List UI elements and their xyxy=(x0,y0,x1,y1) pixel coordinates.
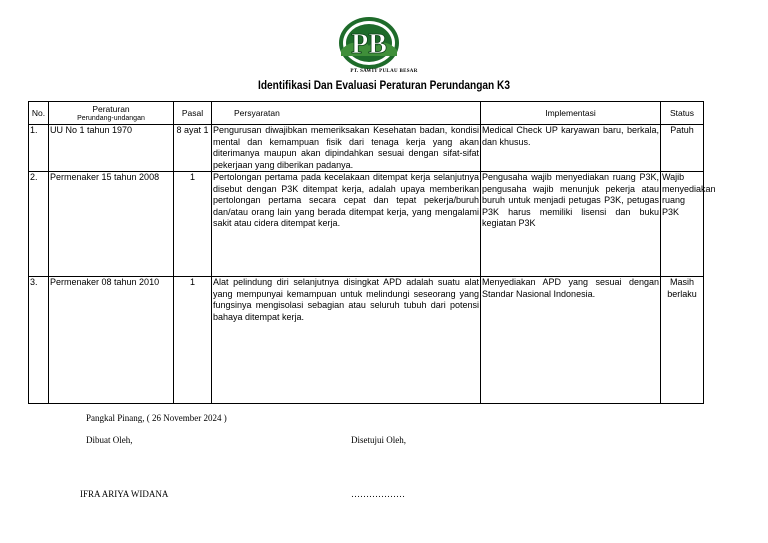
header-persyaratan: Persyaratan xyxy=(212,102,481,125)
header-peraturan-label: Peraturan xyxy=(92,103,130,114)
approved-by-label: Disetujui Oleh, xyxy=(351,435,406,445)
page-title: Identifikasi Dan Evaluasi Peraturan Perundangan K3 xyxy=(258,80,510,92)
header-peraturan xyxy=(49,102,174,125)
cell-pasal: 8 ayat 1 xyxy=(174,125,212,172)
header-implementasi: Implementasi xyxy=(481,102,661,125)
cell-implementasi: Medical Check UP karyawan baru, berkala, dan khusus. xyxy=(481,125,661,172)
approved-by-name: ……………… xyxy=(351,489,405,499)
cell-pasal: 1 xyxy=(174,277,212,404)
table-header-row xyxy=(29,102,704,125)
cell-no: 3. xyxy=(29,277,49,404)
cell-no: 2. xyxy=(29,172,49,277)
header-no: No. xyxy=(29,102,49,125)
cell-status: Masih berlaku xyxy=(661,277,704,404)
regulation-table xyxy=(28,101,716,404)
cell-persyaratan: Pertolongan pertama pada kecelakaan ditempat kerja selanjutnya disebut dengan P3K ditempat kerja, adalah upaya memberikan pertolongan pertama secara cepat dan tepat pekerja/buruh dan/atau orang lain yang berada ditempat kerja, yang mengalami sakit atau cidera ditempat kerja. xyxy=(212,172,481,277)
cell-implementasi: Pengusaha wajib menyediakan ruang P3K, pengusaha wajib menunjuk pekerja atau buruh untuk menjadi petugas P3K, petugas P3K harus memiliki lisensi dan buku kegiatan P3K xyxy=(481,172,661,277)
cell-pasal: 1 xyxy=(174,172,212,277)
made-by-name: IFRA ARIYA WIDANA xyxy=(80,489,169,499)
cell-implementasi: Menyediakan APD yang sesuai dengan Standar Nasional Indonesia. xyxy=(481,277,661,404)
cell-peraturan: Permenaker 15 tahun 2008 xyxy=(49,172,174,277)
cell-peraturan: UU No 1 tahun 1970 xyxy=(49,125,174,172)
cell-persyaratan: Alat pelindung diri selanjutnya disingkat APD adalah suatu alat yang mempunyai kemampuan untuk melindungi seseorang yang fungsinya mengisolasi sebagian atau seluruh tubuh dari potensi bahaya ditempat kerja. xyxy=(212,277,481,404)
header-peraturan-sub: Perundang-undangan xyxy=(77,114,145,122)
table-row xyxy=(29,277,704,404)
cell-peraturan: Permenaker 08 tahun 2010 xyxy=(49,277,174,404)
made-by-label: Dibuat Oleh, xyxy=(86,435,133,445)
table-row xyxy=(29,172,704,277)
cell-status: Wajib menyediakan ruang P3K xyxy=(661,172,704,277)
cell-no: 1. xyxy=(29,125,49,172)
company-name: PT. SAWIT PULAU BESAR xyxy=(350,69,418,74)
header-pasal: Pasal xyxy=(174,102,212,125)
cell-status: Patuh xyxy=(661,125,704,172)
cell-persyaratan: Pengurusan diwajibkan memeriksakan Kesehatan badan, kondisi mental dan kemampuan fisik dari tenaga kerja yang akan diterimanya maupun akan dipindahkan sesuai dengan sifat-sifat pekerjaan yang diberikan padanya. xyxy=(213,125,479,170)
header-status: Status xyxy=(661,102,704,125)
place-date: Pangkal Pinang, ( 26 November 2024 ) xyxy=(86,413,227,423)
table-row xyxy=(29,125,704,172)
logo-letters: PB xyxy=(351,29,387,60)
